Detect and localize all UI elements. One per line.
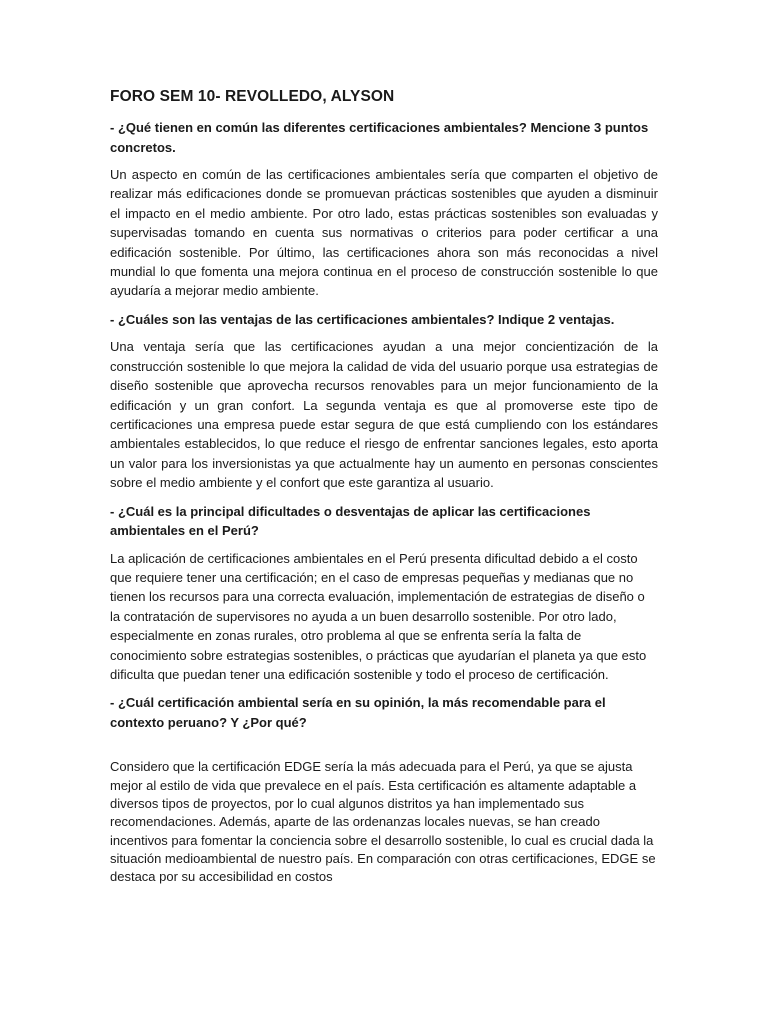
document-page [110, 86, 658, 896]
answer-2: Una ventaja sería que las certificaciones ayudan a una mejor concientización de la construcción sostenible lo que mejora la calidad de vida del usuario porque usa estrategias de diseño sostenible que aprovecha recursos renovables para un mejor funcionamiento de la edificación y un gran confort. La segunda ventaja es que al promoverse este tipo de certificaciones una empresa puede estar segura de que está cumpliendo con los estándares ambientales establecidos, lo que reduce el riesgo de enfrentar sanciones legales, esto aporta un valor para los inversionistas ya que actualmente hay un aumento en personas conscientes sobre el medio ambiente y el confort que este garantiza al usuario. [110, 339, 658, 491]
document-title: FORO SEM 10- REVOLLEDO, ALYSON [110, 88, 395, 105]
question-1: - ¿Qué tienen en común las diferentes certificaciones ambientales? Mencione 3 puntos concretos. [110, 120, 649, 155]
answer-4: Considero que la certificación EDGE sería la más adecuada para el Perú, ya que se ajusta mejor al estilo de vida que prevalece en el país. Esta certificación es altamente adaptable a diversos tipos de proyectos, por lo cual algunos distritos ya han implementado sus recomendaciones. Además, aparte de las ordenanzas locales nuevas, se han creado incentivos para fomentar la conciencia sobre el desarrollo sostenible, lo cual es crucial dada la situación medioambiental de nuestro país. En comparación con otras certificaciones, EDGE se destaca por su accesibilidad en costos [110, 759, 656, 885]
question-4: - ¿Cuál certificación ambiental sería en su opinión, la más recomendable para el contexto peruano? Y ¿Por qué? [110, 695, 606, 730]
question-3: - ¿Cuál es la principal dificultades o desventajas de aplicar las certificaciones ambientales en el Perú? [110, 503, 591, 539]
question-2: - ¿Cuáles son las ventajas de las certificaciones ambientales? Indique 2 ventajas. [110, 311, 615, 327]
answer-1: Un aspecto en común de las certificaciones ambientales sería que comparten el objetivo de realizar más edificaciones donde se promuevan prácticas sostenibles que ayuden a disminuir el impacto en el medio ambiente. Por otro lado, estas prácticas sostenibles son evaluadas y supervisadas tomando en cuenta sus normativas o criterios para poder certificar a una edificación sostenible. Por último, las certificaciones ahora son más reconocidas a nivel mundial lo que fomenta una mejora continua en el proceso de construcción sostenible lo que ayudaría a mejorar medio ambiente. [110, 167, 658, 299]
answer-3: La aplicación de certificaciones ambientales en el Perú presenta dificultad debido a el costo que requiere tener una certificación; en el caso de empresas pequeñas y medianas que no tienen los recursos para una correcta evaluación, implementación de estrategias de diseño o la contratación de supervisores no ayuda a un buen desarrollo sostenible. Por otro lado, especialmente en zonas rurales, otro problema al que se enfrenta sería la falta de conocimiento sobre estrategias sostenibles, o prácticas que ayudarían el planeta ya que esto dificulta que puedan tener una edificación sostenible y todo el proceso de certificación. [110, 550, 647, 683]
